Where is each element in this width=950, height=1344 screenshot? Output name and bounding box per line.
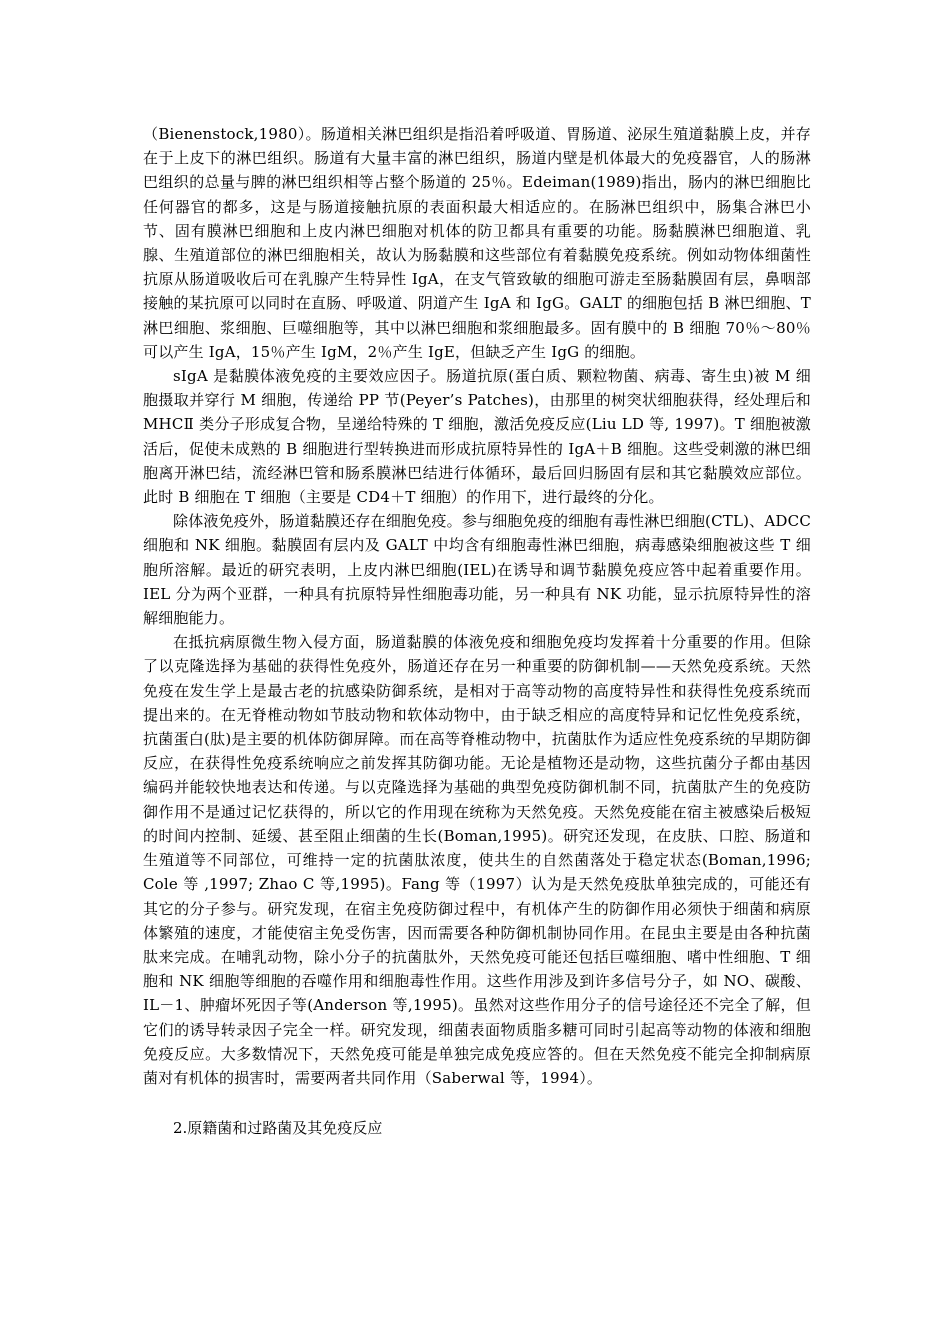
- paragraph-innate-immunity: 在抵抗病原微生物入侵方面，肠道黏膜的体液免疫和细胞免疫均发挥着十分重要的作用。但除了以克隆选择为基础的获得性免疫外，肠道还存在另一种重要的防御机制——天然免疫系统。天然免疫在发生学上是最古老的抗感染防御系统，是相对于高等动物的高度特异性和获得性免疫系统而提出来的。在无脊椎动物如节肢动物和软体动物中，由于缺乏相应的高度特异和记忆性免疫系统，抗菌蛋白(肽)是主要的机体防御屏障。而在高等脊椎动物中，抗菌肽作为适应性免疫系统的早期防御反应，在获得性免疫系统响应之前发挥其防御功能。无论是植物还是动物，这些抗菌分子都由基因编码并能较快地表达和传递。与以克隆选择为基础的典型免疫防御机制不同，抗菌肽产生的免疫防御作用不是通过记忆获得的，所以它的作用现在统称为天然免疫。天然免疫能在宿主被感染后极短的时间内控制、延缓、甚至阻止细菌的生长(Boman,1995)。研究还发现，在皮肤、口腔、肠道和生殖道等不同部位，可维持一定的抗菌肽浓度，使共生的自然菌落处于稳定状态(Boman,1996; Cole 等 ,1997; Zhao C 等,1995)。Fang 等（1997）认为是天然免疫肽单独完成的，可能还有其它的分子参与。研究发现，在宿主免疫防御过程中，有机体产生的防御作用必须快于细菌和病原体繁殖的速度，才能使宿主免受伤害，因而需要各种防御机制协同作用。在昆虫主要是由各种抗菌肽来完成。在哺乳动物，除小分子的抗菌肽外，天然免疫可能还包括巨噬细胞、嗜中性细胞、T 细胞和 NK 细胞等细胞的吞噬作用和细胞毒性作用。这些作用涉及到许多信号分子，如 NO、碳酸、IL－1、肿瘤坏死因子等(Anderson 等,1995)。虽然对这些作用分子的信号途径还不完全了解，但它们的诱导转录因子完全一样。研究发现，细菌表面物质脂多糖可同时引起高等动物的体液和细胞免疫反应。大多数情况下，天然免疫可能是单独完成免疫应答的。但在天然免疫不能完全抑制病原菌对有机体的损害时，需要两者共同作用（Saberwal 等，1994）。: [143, 633, 811, 1087]
- paragraph-siga-humoral-immunity: sIgA 是黏膜体液免疫的主要效应因子。肠道抗原(蛋白质、颗粒物菌、病毒、寄生虫)被 M 细胞摄取并穿行 M 细胞，传递给 PP 节(Peyer’s Patches)，由那里的树突状细胞获得，经处理后和 MHCⅡ 类分子形成复合物，呈递给特殊的 T 细胞，激活免疫反应(Liu LD 等, 1997)。T 细胞被激活后，促使未成熟的 B 细胞进行型转换进而形成抗原特异性的 IgA＋B 细胞。这些受刺激的淋巴细胞离开淋巴结，流经淋巴管和肠系膜淋巴结进行体循环，最后回归肠固有层和其它黏膜效应部位。此时 B 细胞在 T 细胞（主要是 CD4＋T 细胞）的作用下，进行最终的分化。: [143, 367, 811, 507]
- paragraph-cellular-immunity: 除体液免疫外，肠道黏膜还存在细胞免疫。参与细胞免疫的细胞有毒性淋巴细胞(CTL)、ADCC 细胞和 NK 细胞。黏膜固有层内及 GALT 中均含有细胞毒性淋巴细胞，病毒感染细胞被这些 T 细胞所溶解。最近的研究表明，上皮内淋巴细胞(IEL)在诱导和调节黏膜免疫应答中起着重要作用。IEL 分为两个亚群，一种具有抗原特异性细胞毒功能，另一种具有 NK 功能，显示抗原特异性的溶解细胞能力。: [143, 512, 811, 628]
- document-page: [143, 122, 811, 1140]
- paragraph-gut-lymphoid-tissue: （Bienenstock,1980）。肠道相关淋巴组织是指沿着呼吸道、胃肠道、泌尿生殖道黏膜上皮，并存在于上皮下的淋巴组织。肠道有大量丰富的淋巴组织，肠道内壁是机体最大的免疫器官，人的肠淋巴组织的总量与脾的淋巴组织相等占整个肠道的 25％。Edeiman(1989)指出，肠内的淋巴细胞比任何器官的都多，这是与肠道接触抗原的表面积最大相适应的。在肠淋巴组织中，肠集合淋巴小节、固有膜淋巴细胞和上皮内淋巴细胞对机体的防卫都具有重要的功能。肠黏膜淋巴细胞道、乳腺、生殖道部位的淋巴细胞相关，故认为肠黏膜和这些部位有着黏膜免疫系统。例如动物体细菌性抗原从肠道吸收后可在乳腺产生特异性 IgA，在支气管致敏的细胞可游走至肠黏膜固有层，鼻咽部接触的某抗原可以同时在直肠、呼吸道、阴道产生 IgA 和 IgG。GALT 的细胞包括 B 淋巴细胞、T 淋巴细胞、浆细胞、巨噬细胞等，其中以淋巴细胞和浆细胞最多。固有膜中的 B 细胞 70％～80％可以产生 IgA，15％产生 IgM，2％产生 IgE，但缺乏产生 IgG 的细胞。: [143, 125, 811, 361]
- section-heading: 2.原籍菌和过路菌及其免疫反应: [173, 1119, 383, 1138]
